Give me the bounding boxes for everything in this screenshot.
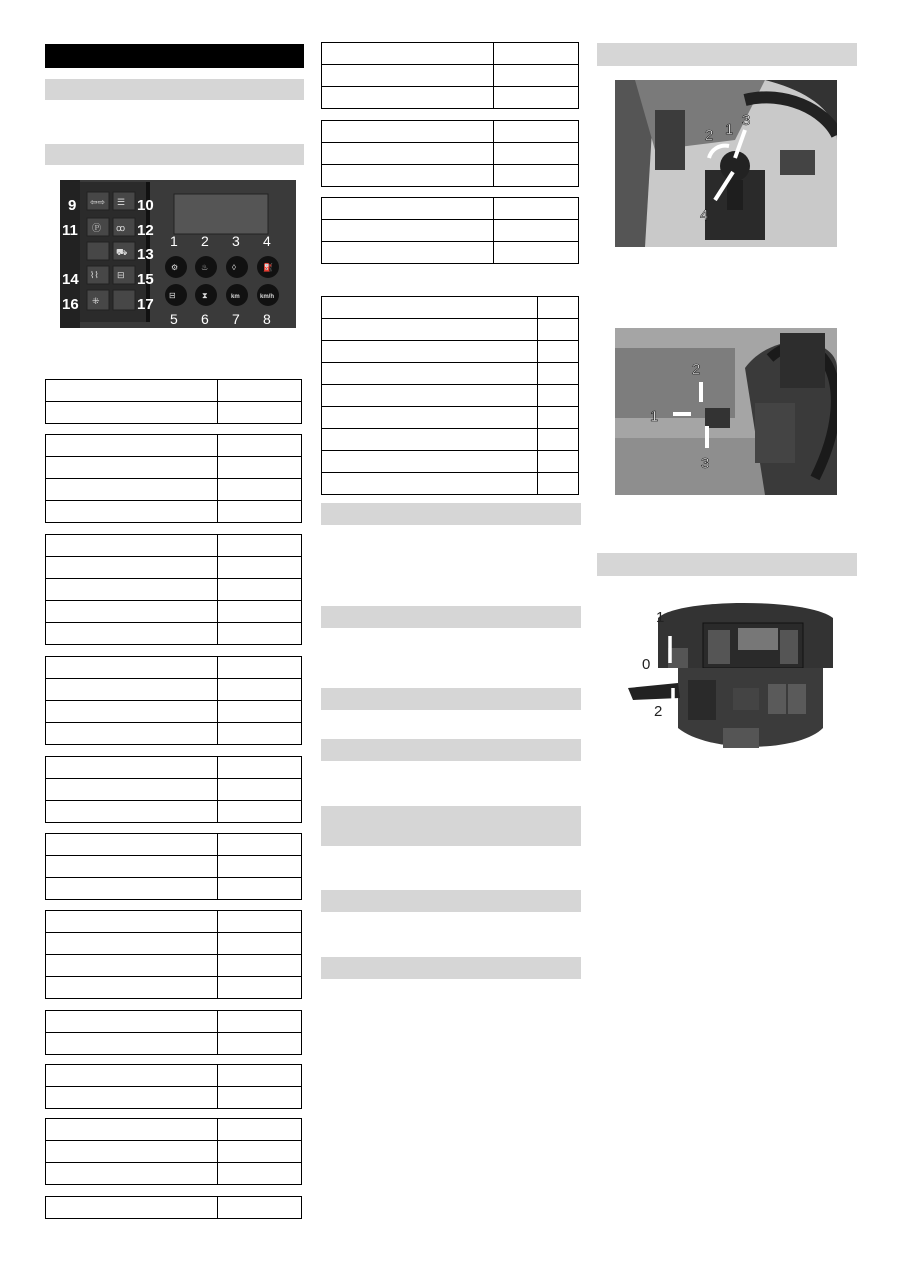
section-heading-bar — [597, 553, 857, 576]
filter-icon: ⁜ — [92, 296, 100, 306]
callout-number: 1 — [650, 408, 659, 425]
oil-pressure-icon: ⌇⌇ — [90, 270, 99, 280]
section-heading-bar — [45, 79, 304, 100]
callout-number: 0 — [642, 656, 651, 673]
turn-signal-icon: ⇦⇨ — [90, 197, 106, 207]
table — [321, 42, 579, 109]
indicator-number: 14 — [62, 271, 79, 288]
parking-brake-icon: Ⓟ — [92, 223, 102, 233]
battery-voltage-icon: ⊟ — [169, 291, 176, 300]
instrument-panel-figure — [60, 180, 296, 328]
section-heading-bar — [321, 688, 581, 710]
table — [45, 756, 302, 823]
button-label-km: km — [231, 294, 240, 300]
table — [321, 197, 579, 264]
indicator-number: 13 — [137, 246, 154, 263]
indicator-number: 12 — [137, 222, 154, 239]
callout-number: 3 — [701, 455, 710, 472]
lcd-display — [174, 194, 268, 234]
section-heading-bar — [321, 606, 581, 628]
button-number: 6 — [201, 311, 209, 327]
callout-number: 1 — [725, 121, 734, 138]
button-number: 3 — [232, 233, 240, 249]
headlight-icon: ☰ — [117, 197, 126, 207]
joystick-photo — [615, 80, 837, 247]
steering-lever-photo — [615, 328, 837, 495]
callout-number: 2 — [692, 361, 701, 378]
section-heading-bar — [321, 739, 581, 761]
coolant-temp-icon: ♨ — [201, 263, 209, 272]
callout-number: 1 — [656, 609, 665, 626]
indicator-number: 17 — [137, 296, 154, 313]
button-label-kmh: km/h — [260, 294, 275, 300]
callout-number: 2 — [654, 703, 663, 720]
table — [45, 534, 302, 645]
indicator-number: 9 — [68, 197, 77, 214]
indicator-number: 11 — [62, 222, 78, 239]
vehicle-icon: ⛟ — [116, 247, 128, 257]
oil-temp-icon: ◊ — [232, 263, 236, 272]
chapter-title-bar — [45, 44, 304, 68]
section-heading-bar — [321, 890, 581, 912]
section-heading-bar — [45, 144, 304, 165]
button-number: 7 — [232, 311, 240, 327]
table — [45, 1064, 302, 1109]
section-heading-bar — [321, 806, 581, 846]
button-number: 5 — [170, 311, 178, 327]
button-number: 1 — [170, 233, 178, 249]
section-heading-bar — [321, 503, 581, 525]
control-console-photo — [608, 588, 848, 760]
table — [45, 379, 302, 424]
service-icon: ⚙ — [171, 263, 179, 272]
button-number: 4 — [263, 233, 271, 249]
indicator-number: 16 — [62, 296, 79, 313]
table — [45, 1196, 302, 1219]
indicator-number: 15 — [137, 271, 154, 288]
table — [45, 833, 302, 900]
table — [45, 1010, 302, 1055]
button-number: 8 — [263, 311, 271, 327]
section-heading-bar — [597, 43, 857, 66]
table — [45, 1118, 302, 1185]
table — [45, 434, 302, 523]
callout-number: 4 — [700, 207, 709, 224]
callout-number: 3 — [742, 112, 751, 129]
table — [321, 296, 579, 495]
table — [45, 656, 302, 745]
button-number: 2 — [201, 233, 209, 249]
hourglass-icon: ⧗ — [202, 291, 208, 300]
table — [321, 120, 579, 187]
section-heading-bar — [321, 957, 581, 979]
battery-icon: ⊟ — [117, 270, 125, 280]
fuel-icon: ⛽ — [263, 263, 273, 272]
glow-plug-icon: ꝏ — [116, 223, 126, 233]
indicator-number: 10 — [137, 197, 154, 214]
table — [45, 910, 302, 999]
callout-number: 2 — [705, 127, 714, 144]
